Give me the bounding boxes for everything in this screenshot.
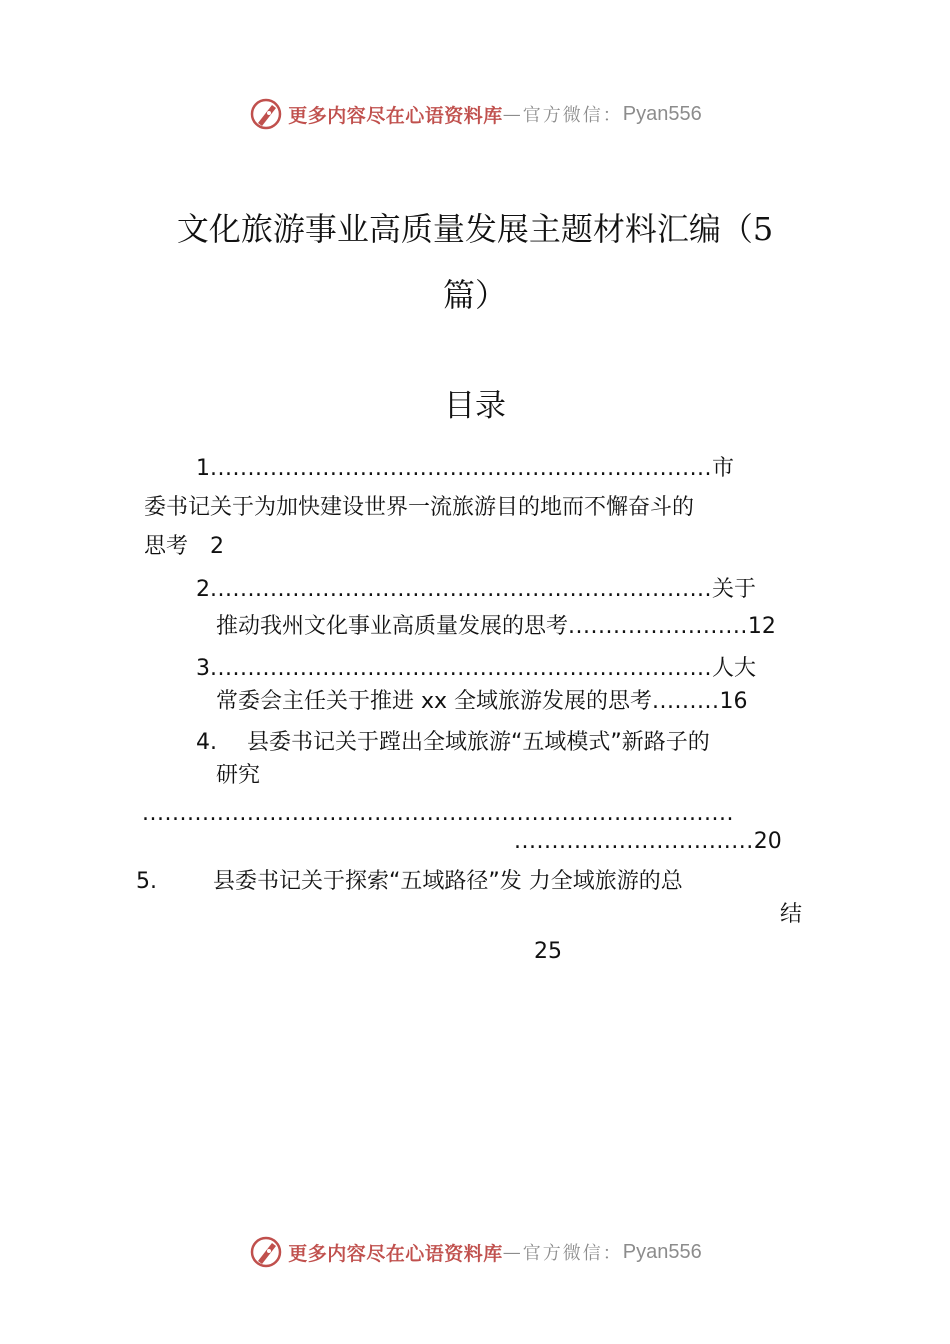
watermark-separator: — (502, 103, 523, 125)
toc-entry-4-leader-line (142, 800, 734, 828)
toc-page-number: 2 (210, 534, 225, 559)
toc-leader: ................................................................... (210, 656, 713, 681)
watermark-wechat-id: Pyan556 (622, 1240, 702, 1263)
toc-leader: ........................ (568, 614, 748, 639)
toc-entry-number: 2 (196, 577, 210, 602)
watermark-wechat-id: Pyan556 (622, 102, 702, 125)
toc-entry-number: 4. (196, 730, 217, 755)
toc-entry-text: 常委会主任关于推进 xx 全域旅游发展的思考 (216, 689, 653, 714)
toc-leader: ................................ (514, 829, 754, 854)
toc-entry-2-line-2 (216, 613, 776, 641)
watermark-banner-bottom (0, 1232, 950, 1272)
toc-entry-5-line-1 (136, 868, 683, 896)
toc-entry-4-line-2: 研究 (216, 763, 261, 788)
toc-entry-number: 5. (136, 869, 157, 894)
toc-entry-text: 人大 (712, 656, 757, 681)
toc-entry-text: 县委书记关于蹚出全域旅游“五域模式”新路子的 (247, 730, 710, 755)
toc-page-number: 16 (719, 689, 748, 714)
toc-page-number: 12 (747, 614, 776, 639)
pen-nib-circle-icon (248, 1234, 284, 1270)
watermark-banner-top (0, 94, 950, 134)
toc-heading: 目录 (444, 388, 506, 424)
toc-entry-5-line-2: 结 (780, 902, 803, 927)
toc-leader: ......... (652, 689, 720, 714)
toc-entry-number: 3 (196, 656, 210, 681)
toc-entry-text: 县委书记关于探索“五域路径”发 力全域旅游的总 (213, 869, 683, 894)
toc-entry-text: 关于 (712, 577, 757, 602)
title-line-2: 篇） (442, 276, 507, 314)
watermark-site-text: 更多内容尽在心语资料库 (288, 104, 503, 127)
toc-entry-text: 推动我州文化事业高质量发展的思考 (216, 614, 569, 639)
toc-entry-1-line-2: 委书记关于为加快建设世界一流旅游目的地而不懈奋斗的 (144, 495, 695, 520)
document-title (100, 196, 850, 328)
watermark-separator: — (502, 1241, 523, 1263)
watermark-site-text: 更多内容尽在心语资料库 (288, 1242, 503, 1265)
toc-entry-text: 思考 (144, 534, 189, 559)
pen-nib-circle-icon (248, 96, 284, 132)
toc-page-number: 20 (753, 829, 782, 854)
title-line-1: 文化旅游事业高质量发展主题材料汇编（5 (176, 210, 774, 248)
toc-leader: ................................................................... (210, 577, 713, 602)
toc-entry-2-line-1 (196, 576, 756, 604)
toc-leader: ................................................................... (210, 456, 713, 481)
toc-entry-5-page: 25 (534, 939, 562, 964)
toc-leader: ............................................................................... (142, 801, 734, 826)
toc-entry-3-line-1 (196, 655, 756, 683)
watermark-wechat-label: 官方微信： (522, 105, 623, 126)
toc-entry-4-line-1 (196, 729, 710, 757)
toc-entry-text: 市 (712, 456, 735, 481)
toc-entry-4-page-line (514, 828, 782, 856)
toc-entry-1-line-3 (144, 533, 224, 561)
toc-entry-3-line-2 (216, 688, 747, 716)
toc-entry-1-line-1 (196, 455, 734, 483)
toc-entry-number: 1 (196, 456, 210, 481)
watermark-wechat-label: 官方微信： (522, 1243, 623, 1264)
